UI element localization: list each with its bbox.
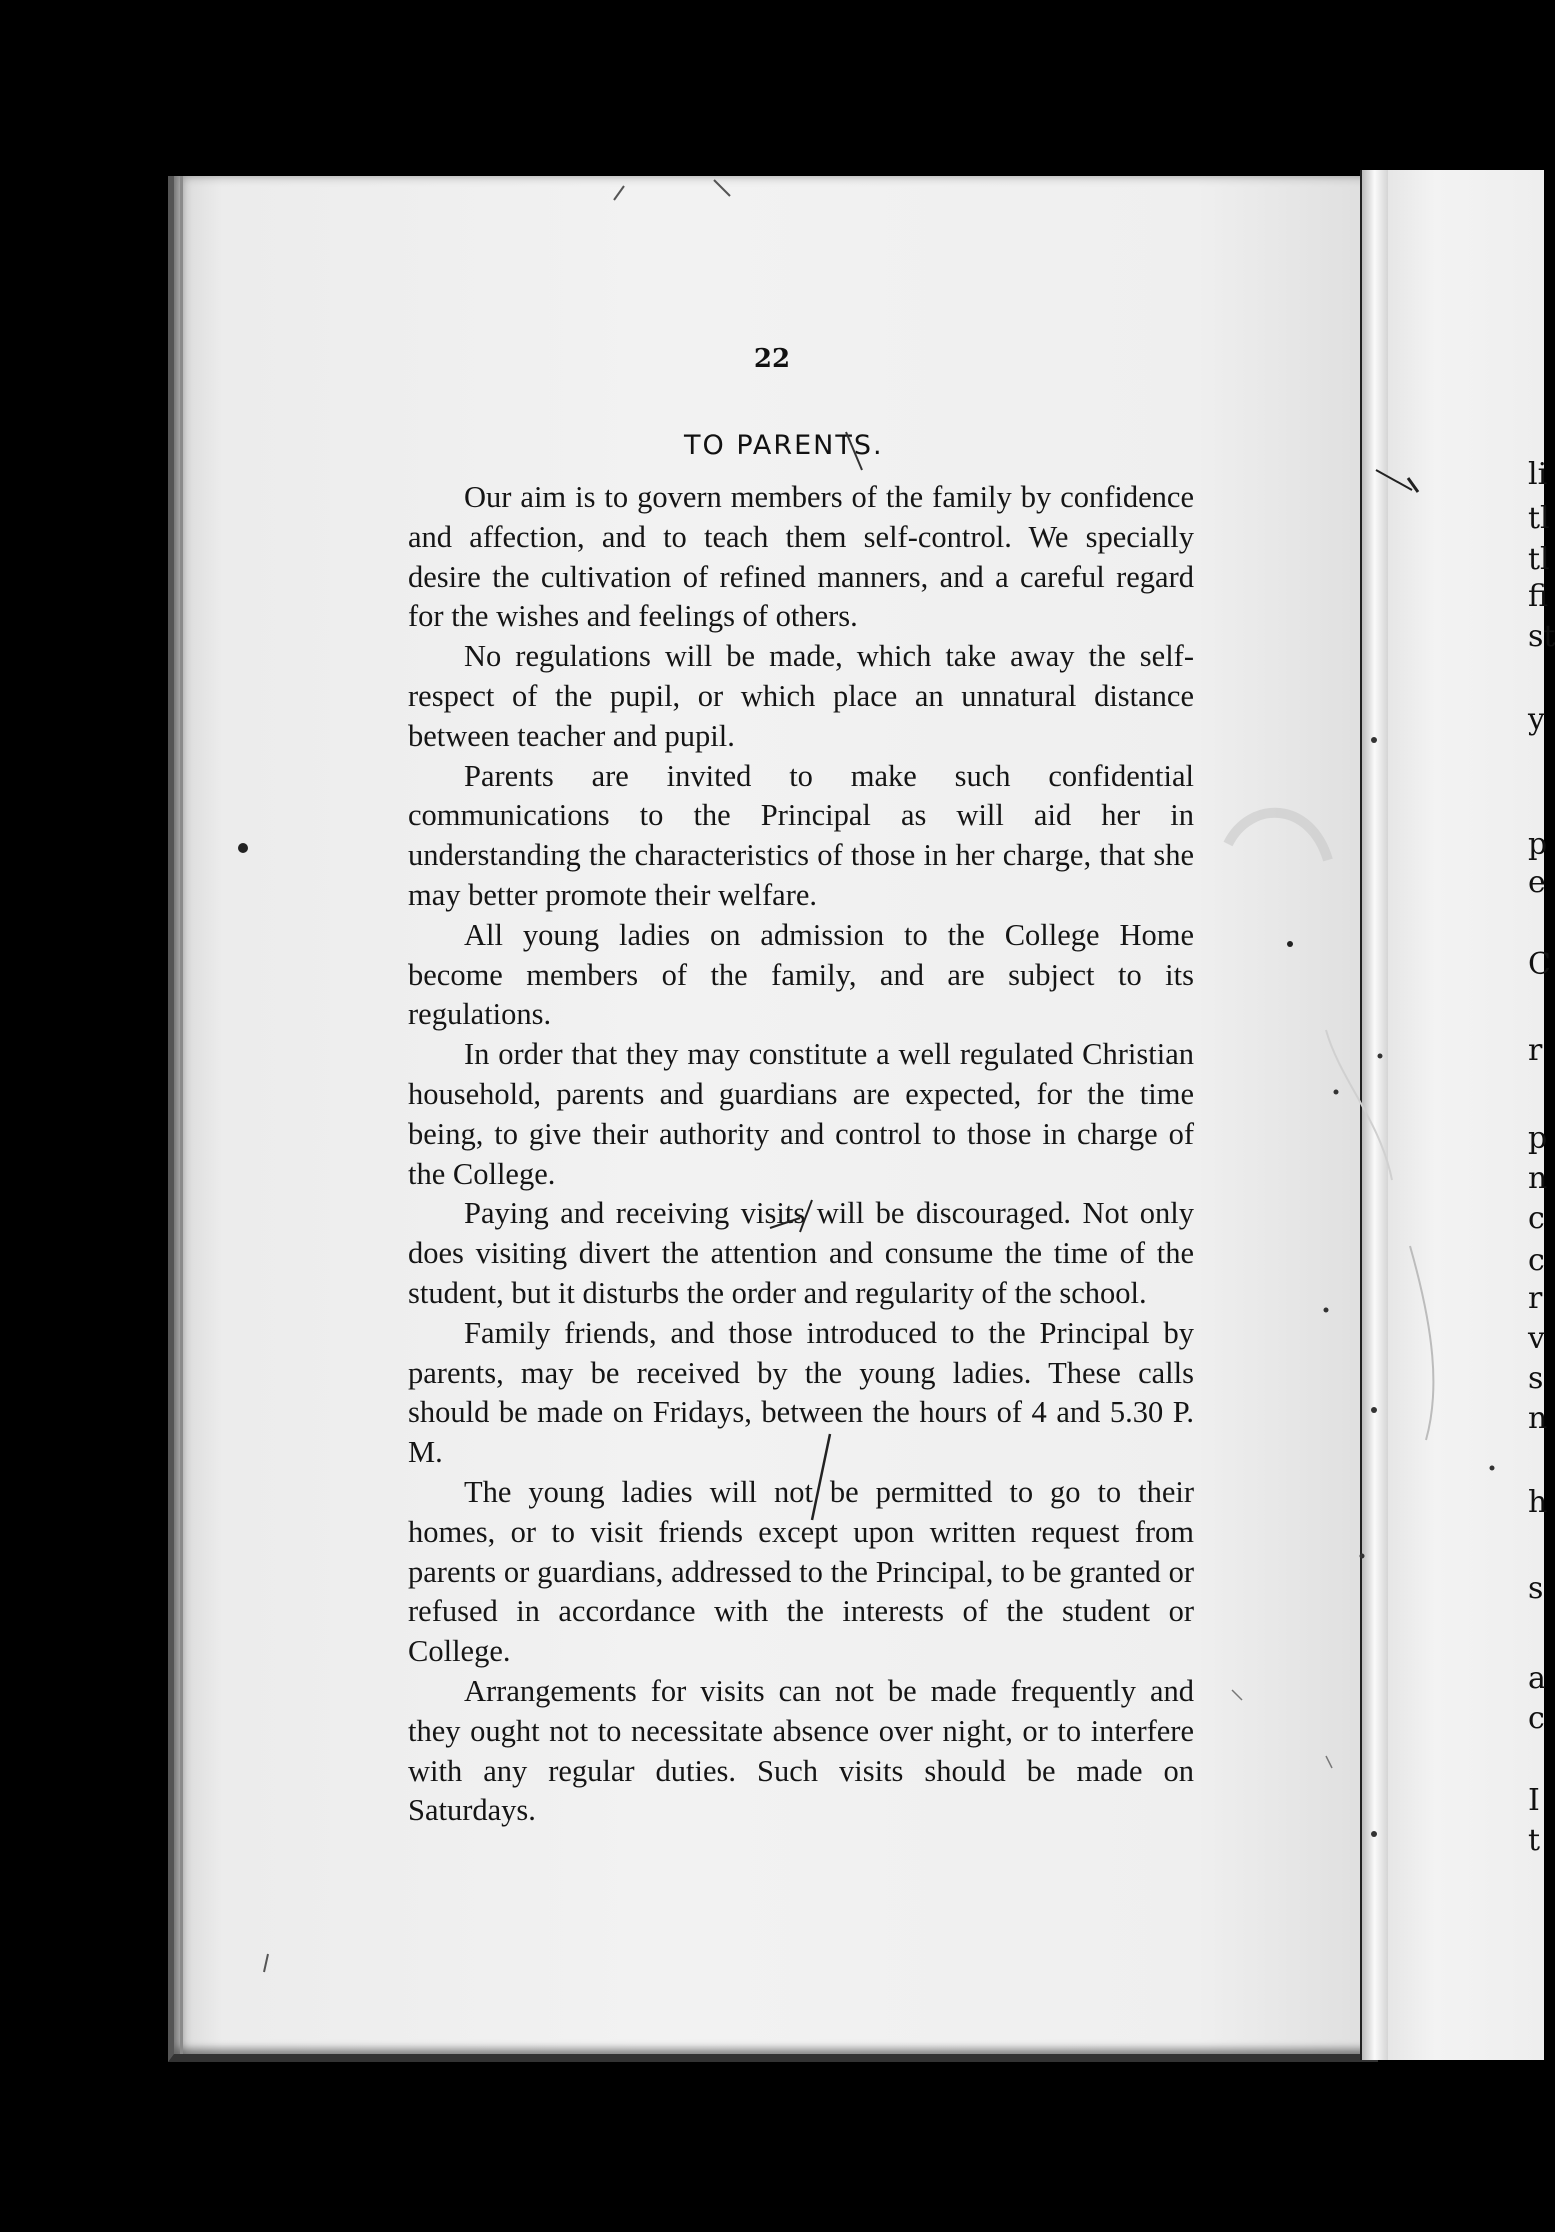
facing-page-fragment: tl (1528, 501, 1550, 536)
facing-page-fragment: st (1528, 619, 1555, 654)
body-text (408, 478, 1194, 1831)
facing-page-fragment: n (1528, 1161, 1548, 1196)
facing-page-fragment: s (1528, 1571, 1544, 1606)
facing-page-fragment: r (1528, 1033, 1543, 1068)
facing-page-fragment: p (1528, 827, 1548, 862)
paragraph: No regulations will be made, which take away the self-respect of the pupil, or which place an unnatural distance between teacher and pupil. (408, 639, 1194, 753)
paragraph: Our aim is to govern members of the family by confidence and affection, and to teach them self-control. We specially desire the cultivation of refined manners, and a careful regard for the wishes and feelings of others. (408, 480, 1194, 634)
paragraph: In order that they may constitute a well regulated Christian household, parents and guardians are expected, for the time being, to give their authority and control to those in charge of the College. (408, 1037, 1194, 1191)
facing-page-fragment: a (1528, 1661, 1546, 1696)
facing-page-fragment: c (1528, 1201, 1545, 1236)
paragraph: The young ladies will not be permitted to go to their homes, or to visit friends except upon written request from parents or guardians, addressed to the Principal, to be granted or refused in accordance with the interests of the student or College. (408, 1474, 1194, 1669)
facing-page-fragment: c (1528, 1701, 1545, 1736)
facing-page-fragment: h (1528, 1485, 1548, 1520)
paragraph: Arrangements for visits can not be made frequently and they ought not to necessitate absence over night, or to interfere with any regular duties. Such visits should be made on Saturdays. (408, 1673, 1194, 1828)
paragraph: Family friends, and those introduced to the Principal by parents, may be received by the young ladies. These calls should be made on Fridays, between the hours of 4 and 5.30 P. M. (408, 1315, 1194, 1470)
facing-page-fragment: r (1528, 1281, 1543, 1316)
facing-page-fragment: s (1528, 1361, 1544, 1396)
page-number-text: 22 (753, 344, 791, 374)
facing-page-fragment: p (1528, 1121, 1548, 1156)
facing-page-fragment: e (1528, 865, 1546, 900)
facing-page-fragment: c (1528, 1243, 1545, 1278)
section-heading: TO PARENTS. (684, 430, 884, 461)
facing-page-fragment: fi (1528, 579, 1549, 614)
page-number (0, 344, 1544, 374)
facing-page-fragment: I (1528, 1783, 1540, 1818)
book-gutter (1360, 170, 1390, 2060)
facing-page-fragment: y (1528, 702, 1545, 737)
facing-page-fragment: li (1528, 457, 1548, 492)
facing-page-edge (1388, 170, 1555, 2060)
paragraph: Parents are invited to make such confidential communications to the Principal as will aid her in understanding the characteristics of those in her charge, that she may better promote their welfare. (408, 758, 1194, 912)
paragraph: All young ladies on admission to the College Home become members of the family, and are subject to its regulations. (408, 917, 1194, 1032)
facing-page-fragment: t (1528, 1823, 1541, 1858)
facing-page-fragment: n (1528, 1401, 1548, 1436)
facing-page-fragment: tl (1528, 542, 1550, 577)
facing-page-fragment: v (1528, 1321, 1545, 1356)
facing-page-fragment: C (1528, 947, 1551, 982)
paragraph: Paying and receiving visits will be discouraged. Not only does visiting divert the attention and consume the time of the student, but it disturbs the order and regularity of the school. (408, 1196, 1194, 1310)
